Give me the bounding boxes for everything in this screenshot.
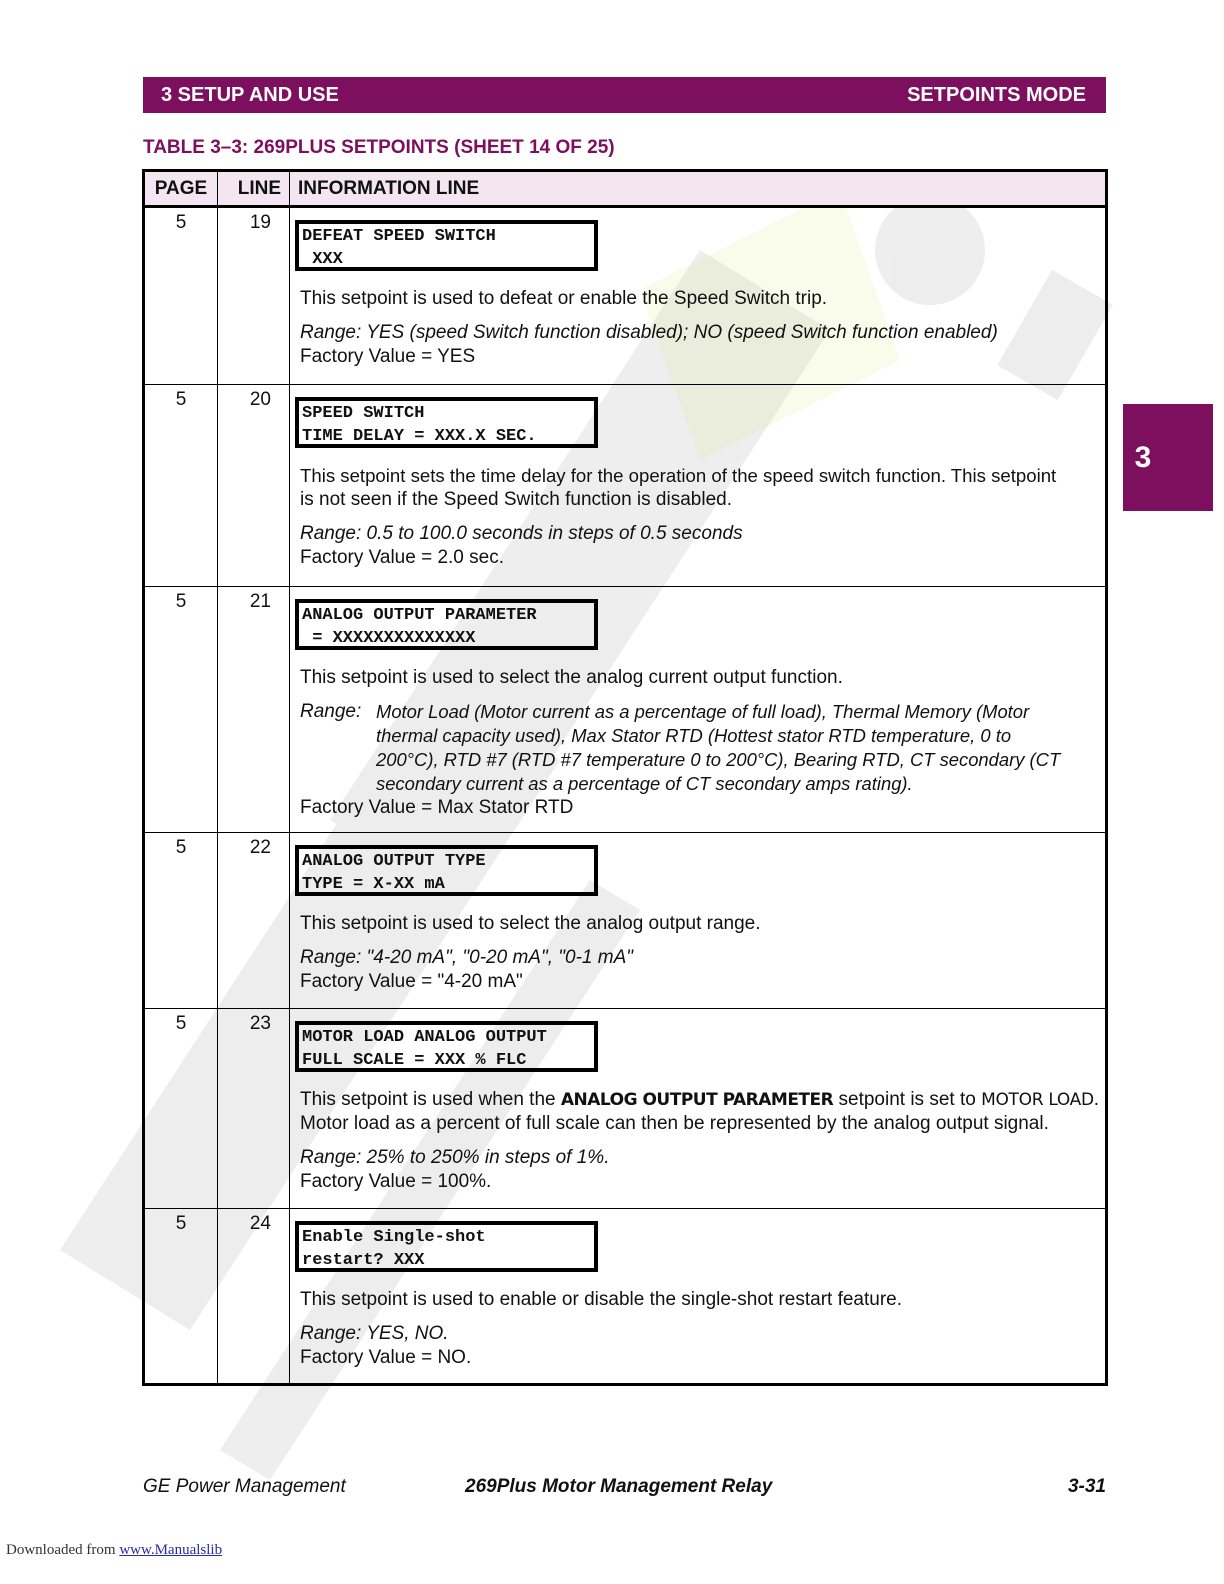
info-cell	[290, 1209, 1107, 1385]
factory-value: Factory Value = 100%.	[300, 1171, 492, 1192]
lcd-line-1: ANALOG OUTPUT PARAMETER	[302, 606, 537, 625]
description-line-2: is not seen if the Speed Switch function is disabled.	[300, 489, 732, 510]
download-note	[6, 1542, 222, 1559]
factory-value: Factory Value = 2.0 sec.	[300, 547, 504, 568]
chapter-tab	[1123, 404, 1213, 511]
manualslib-link[interactable]: www.Manualslib	[119, 1542, 223, 1558]
line-cell: 19	[218, 207, 290, 385]
footer-company: GE Power Management	[143, 1476, 346, 1497]
chapter-number: 3	[1134, 440, 1152, 474]
section-title: 3 SETUP AND USE	[161, 83, 339, 106]
factory-value: Factory Value = "4-20 mA"	[300, 971, 523, 992]
lcd-display	[295, 397, 598, 448]
range-text: Range: YES, NO.	[300, 1323, 449, 1344]
factory-value: Factory Value = YES	[300, 346, 476, 367]
line-cell: 24	[218, 1209, 290, 1385]
info-cell	[290, 833, 1107, 1009]
range-text: Range: YES (speed Switch function disabled); NO (speed Switch function enabled)	[300, 322, 998, 343]
page-cell: 5	[144, 587, 218, 833]
description-line-1: This setpoint sets the time delay for the operation of the speed switch function. This setpoint	[300, 465, 1057, 486]
lcd-line-2: TIME DELAY = XXX.X SEC.	[302, 427, 537, 446]
line-cell: 21	[218, 587, 290, 833]
description-text: This setpoint is used when the	[300, 1089, 561, 1110]
description: This setpoint is used to select the analog current output function.	[300, 667, 843, 688]
lcd-display	[295, 599, 598, 650]
range-line: Motor Load (Motor current as a percentage of full load), Thermal Memory (Motor	[376, 701, 1030, 722]
description: This setpoint is used to enable or disable the single-shot restart feature.	[300, 1289, 903, 1310]
table-title: TABLE 3–3: 269PLUS SETPOINTS (SHEET 14 OF 25)	[143, 137, 615, 158]
page-footer	[143, 1476, 1106, 1500]
lcd-line-2: restart? XXX	[302, 1251, 425, 1270]
info-cell	[290, 1009, 1107, 1209]
range-text: Range: "4-20 mA", "0-20 mA", "0-1 mA"	[300, 947, 633, 968]
lcd-line-1: DEFEAT SPEED SWITCH	[302, 227, 496, 246]
table-row	[144, 587, 1107, 833]
setpoint-keyword: ANALOG OUTPUT PARAMETER	[560, 1090, 834, 1110]
lcd-line-2: XXX	[302, 250, 343, 269]
line-cell: 22	[218, 833, 290, 1009]
page-cell: 5	[144, 385, 218, 587]
lcd-line-1: MOTOR LOAD ANALOG OUTPUT	[302, 1028, 547, 1047]
footer-product: 269Plus Motor Management Relay	[465, 1476, 773, 1497]
range-line: thermal capacity used), Max Stator RTD (Hottest stator RTD temperature, 0 to	[376, 725, 1012, 746]
lcd-line-2: = XXXXXXXXXXXXXX	[302, 629, 476, 648]
lcd-display	[295, 845, 598, 896]
table-header-row	[144, 171, 1107, 207]
column-header-line: LINE	[218, 171, 290, 207]
download-prefix: Downloaded from	[6, 1542, 120, 1558]
lcd-line-2: TYPE = X-XX mA	[302, 875, 445, 894]
lcd-line-1: SPEED SWITCH	[302, 404, 425, 423]
setpoints-table	[142, 169, 1108, 1386]
line-cell: 20	[218, 385, 290, 587]
info-cell	[290, 385, 1107, 587]
description-text: .	[1093, 1089, 1100, 1110]
page-cell: 5	[144, 1009, 218, 1209]
description-line-2: Motor load as a percent of full scale can then be represented by the analog output signal.	[300, 1113, 1049, 1134]
line-cell: 23	[218, 1009, 290, 1209]
lcd-display	[295, 1221, 598, 1272]
lcd-line-1: ANALOG OUTPUT TYPE	[302, 852, 486, 871]
description-text: setpoint is set to	[833, 1089, 982, 1110]
lcd-line-2: FULL SCALE = XXX % FLC	[302, 1051, 527, 1070]
range-body	[376, 700, 1060, 796]
lcd-display	[295, 220, 598, 271]
info-cell	[290, 587, 1107, 833]
table-row	[144, 1009, 1107, 1209]
description: This setpoint is used to select the analog output range.	[300, 913, 761, 934]
mode-title: SETPOINTS MODE	[907, 83, 1086, 106]
description	[300, 464, 1101, 512]
section-header-bar	[143, 77, 1106, 113]
description	[300, 1088, 1101, 1136]
page-cell: 5	[144, 1209, 218, 1385]
table-row	[144, 833, 1107, 1009]
range-text: Range: 25% to 250% in steps of 1%.	[300, 1147, 610, 1168]
description: This setpoint is used to defeat or enable the Speed Switch trip.	[300, 288, 828, 309]
column-header-page: PAGE	[144, 171, 218, 207]
range-label: Range:	[300, 701, 362, 722]
table-row	[144, 207, 1107, 385]
lcd-display	[295, 1021, 598, 1072]
factory-value: Factory Value = Max Stator RTD	[300, 797, 574, 818]
range-line: secondary current as a percentage of CT secondary amps rating).	[376, 773, 913, 794]
info-cell	[290, 207, 1107, 385]
factory-value: Factory Value = NO.	[300, 1347, 472, 1368]
lcd-line-1: Enable Single-shot	[302, 1228, 486, 1247]
column-header-info: INFORMATION LINE	[290, 171, 1107, 207]
table-row	[144, 1209, 1107, 1385]
setpoint-value: MOTOR LOAD	[981, 1090, 1094, 1110]
footer-page-number: 3-31	[1067, 1476, 1106, 1497]
description-line-1	[300, 1088, 1101, 1112]
range-text	[300, 700, 1101, 796]
range-line: 200°C), RTD #7 (RTD #7 temperature 0 to 200°C), Bearing RTD, CT secondary (CT	[376, 749, 1061, 770]
range-text: Range: 0.5 to 100.0 seconds in steps of 0.5 seconds	[300, 523, 743, 544]
page-cell: 5	[144, 833, 218, 1009]
page-cell: 5	[144, 207, 218, 385]
table-row	[144, 385, 1107, 587]
